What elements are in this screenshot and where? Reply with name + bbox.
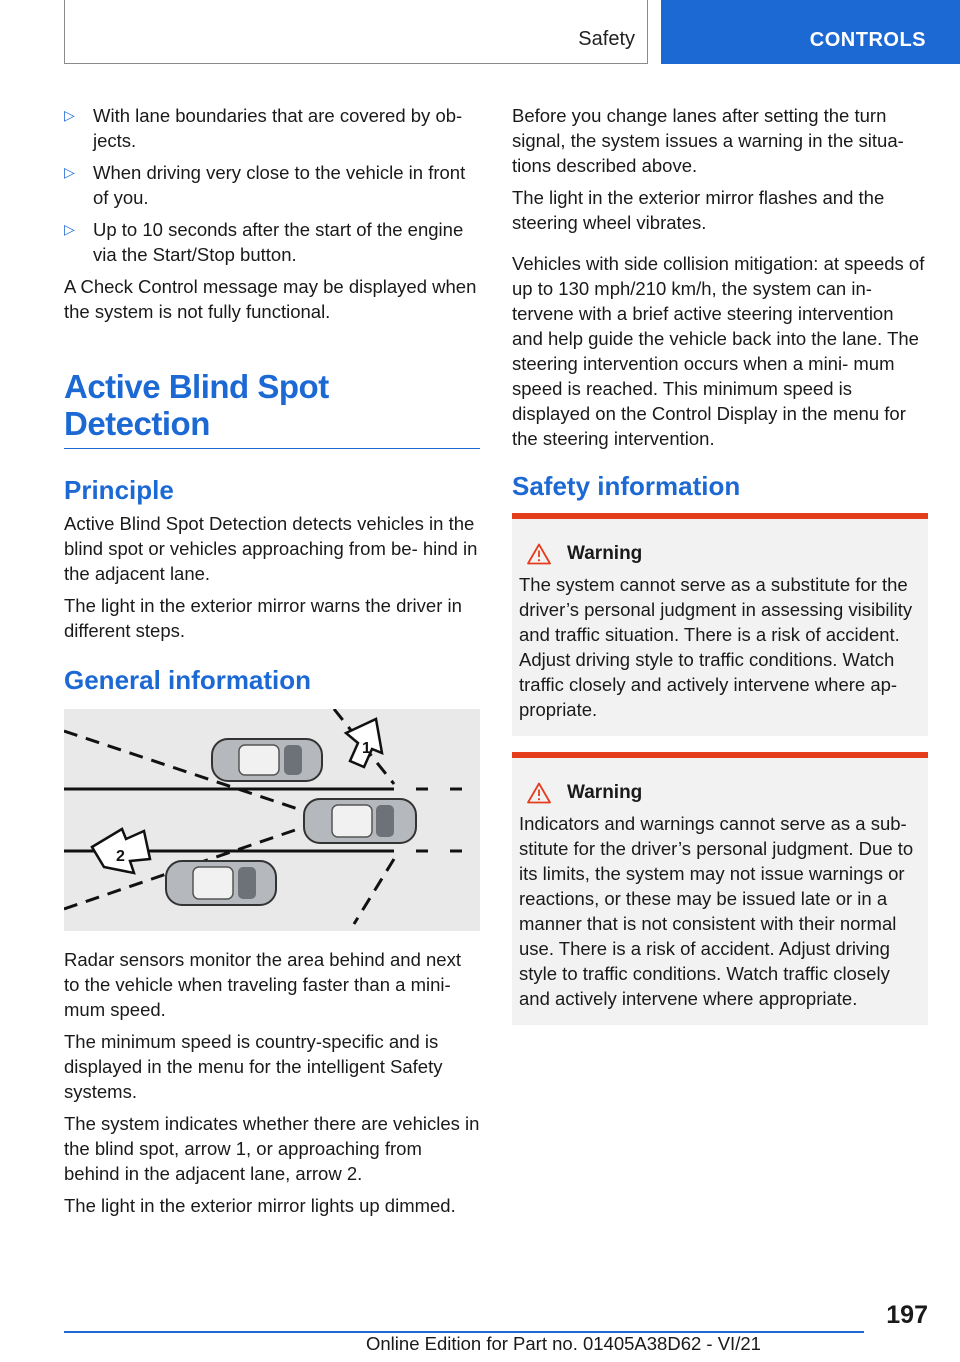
car-middle-icon: [304, 799, 416, 843]
warning-text-2: Indicators and warnings cannot serve as a sub‐ stitute for the driver’s personal judgment. Due to its limits, the system may not issue warnings or reactions, or these may be issued late or in a manner that is not consistent with their normal use. There is a risk of accident. Adjust driving style to traffic conditions. Watch traffic closely and actively intervene where appropriate.: [519, 813, 914, 1009]
car-top-icon: [212, 739, 322, 781]
list-item: ▷ When driving very close to the vehicle in front of you.: [64, 162, 466, 208]
principle-heading: Principle: [64, 475, 174, 505]
warning-box-2: [512, 752, 928, 1025]
general-information-heading: General information: [64, 665, 312, 695]
safety-information-heading: Safety information: [512, 471, 741, 501]
warning-text: The system cannot serve as a substitute for the driver’s personal judgment in assessing visibility and traffic situation. There is a risk of accident. Adjust driving style to traffic conditions. Watch traffic closely and actively intervene where ap‐ propriate.: [519, 574, 913, 720]
arrow-1-label: 1: [362, 740, 371, 757]
triangle-bullet-icon: ▷: [64, 164, 75, 180]
warning-triangle-icon: [527, 782, 551, 804]
header-chapter-label: CONTROLS: [809, 29, 926, 51]
right-column: [512, 103, 928, 1041]
warning-title: Warning: [567, 543, 643, 564]
page-number: 197: [886, 1301, 928, 1329]
principle-paragraph: Active Blind Spot Detection detects vehicles in the blind spot or vehicles approaching from be‐ hind in the adjacent lane.: [64, 513, 478, 584]
check-control-paragraph: A Check Control message may be displayed when the system is not fully functional.: [64, 276, 477, 322]
triangle-bullet-icon: ▷: [64, 107, 75, 123]
indication-paragraph: The system indicates whether there are vehicles in the blind spot, arrow 1, or approaching from behind in the adjacent lane, arrow 2.: [64, 1113, 480, 1184]
warning-triangle-icon: [527, 543, 551, 565]
list-item: ▷ With lane boundaries that are covered by ob‐ jects.: [64, 105, 463, 151]
lane-change-paragraph: Before you change lanes after setting the turn signal, the system issues a warning in the situa‐ tions described above.: [512, 105, 904, 176]
warning-box: [512, 513, 928, 736]
arrow-2-label: 2: [116, 848, 125, 865]
car-bottom-icon: [166, 861, 276, 905]
header-chapter-tab: [661, 0, 960, 64]
mirror-light-paragraph: The light in the exterior mirror lights up dimmed.: [64, 1195, 456, 1216]
header-section-box: [64, 0, 648, 64]
warning-title-2: Warning: [567, 782, 643, 803]
triangle-bullet-icon: ▷: [64, 221, 75, 237]
footer-edition: Online Edition for Part no. 01405A38D62 - VI/21: [366, 1333, 761, 1354]
left-column: [64, 103, 480, 1225]
mirror-flash-paragraph: The light in the exterior mirror flashes and the steering wheel vibrates.: [512, 187, 885, 233]
blind-spot-diagram: [64, 709, 480, 931]
header-section-label: Safety: [578, 28, 635, 50]
radar-paragraph: Radar sensors monitor the area behind and next to the vehicle when traveling faster than a mini‐ mum speed.: [64, 949, 461, 1020]
principle-paragraph-2: The light in the exterior mirror warns the driver in different steps.: [64, 595, 462, 641]
side-collision-paragraph: Vehicles with side collision mitigation: at speeds of up to 130 mph/210 km/h, the system can in‐ tervene with a brief active steering intervention and help guide the vehicle back into the lane. The steering intervention occurs when a mini‐ mum speed is reached. This minimum speed is displayed on the Control Display in the menu for the steering intervention.: [512, 253, 925, 449]
condition-list: [64, 103, 480, 267]
minimum-speed-paragraph: The minimum speed is country-specific and is displayed in the menu for the intelligent Safety systems.: [64, 1031, 443, 1102]
page-title: Active Blind Spot Detection: [64, 368, 480, 449]
list-item: ▷ Up to 10 seconds after the start of the engine via the Start/Stop button.: [64, 219, 464, 265]
